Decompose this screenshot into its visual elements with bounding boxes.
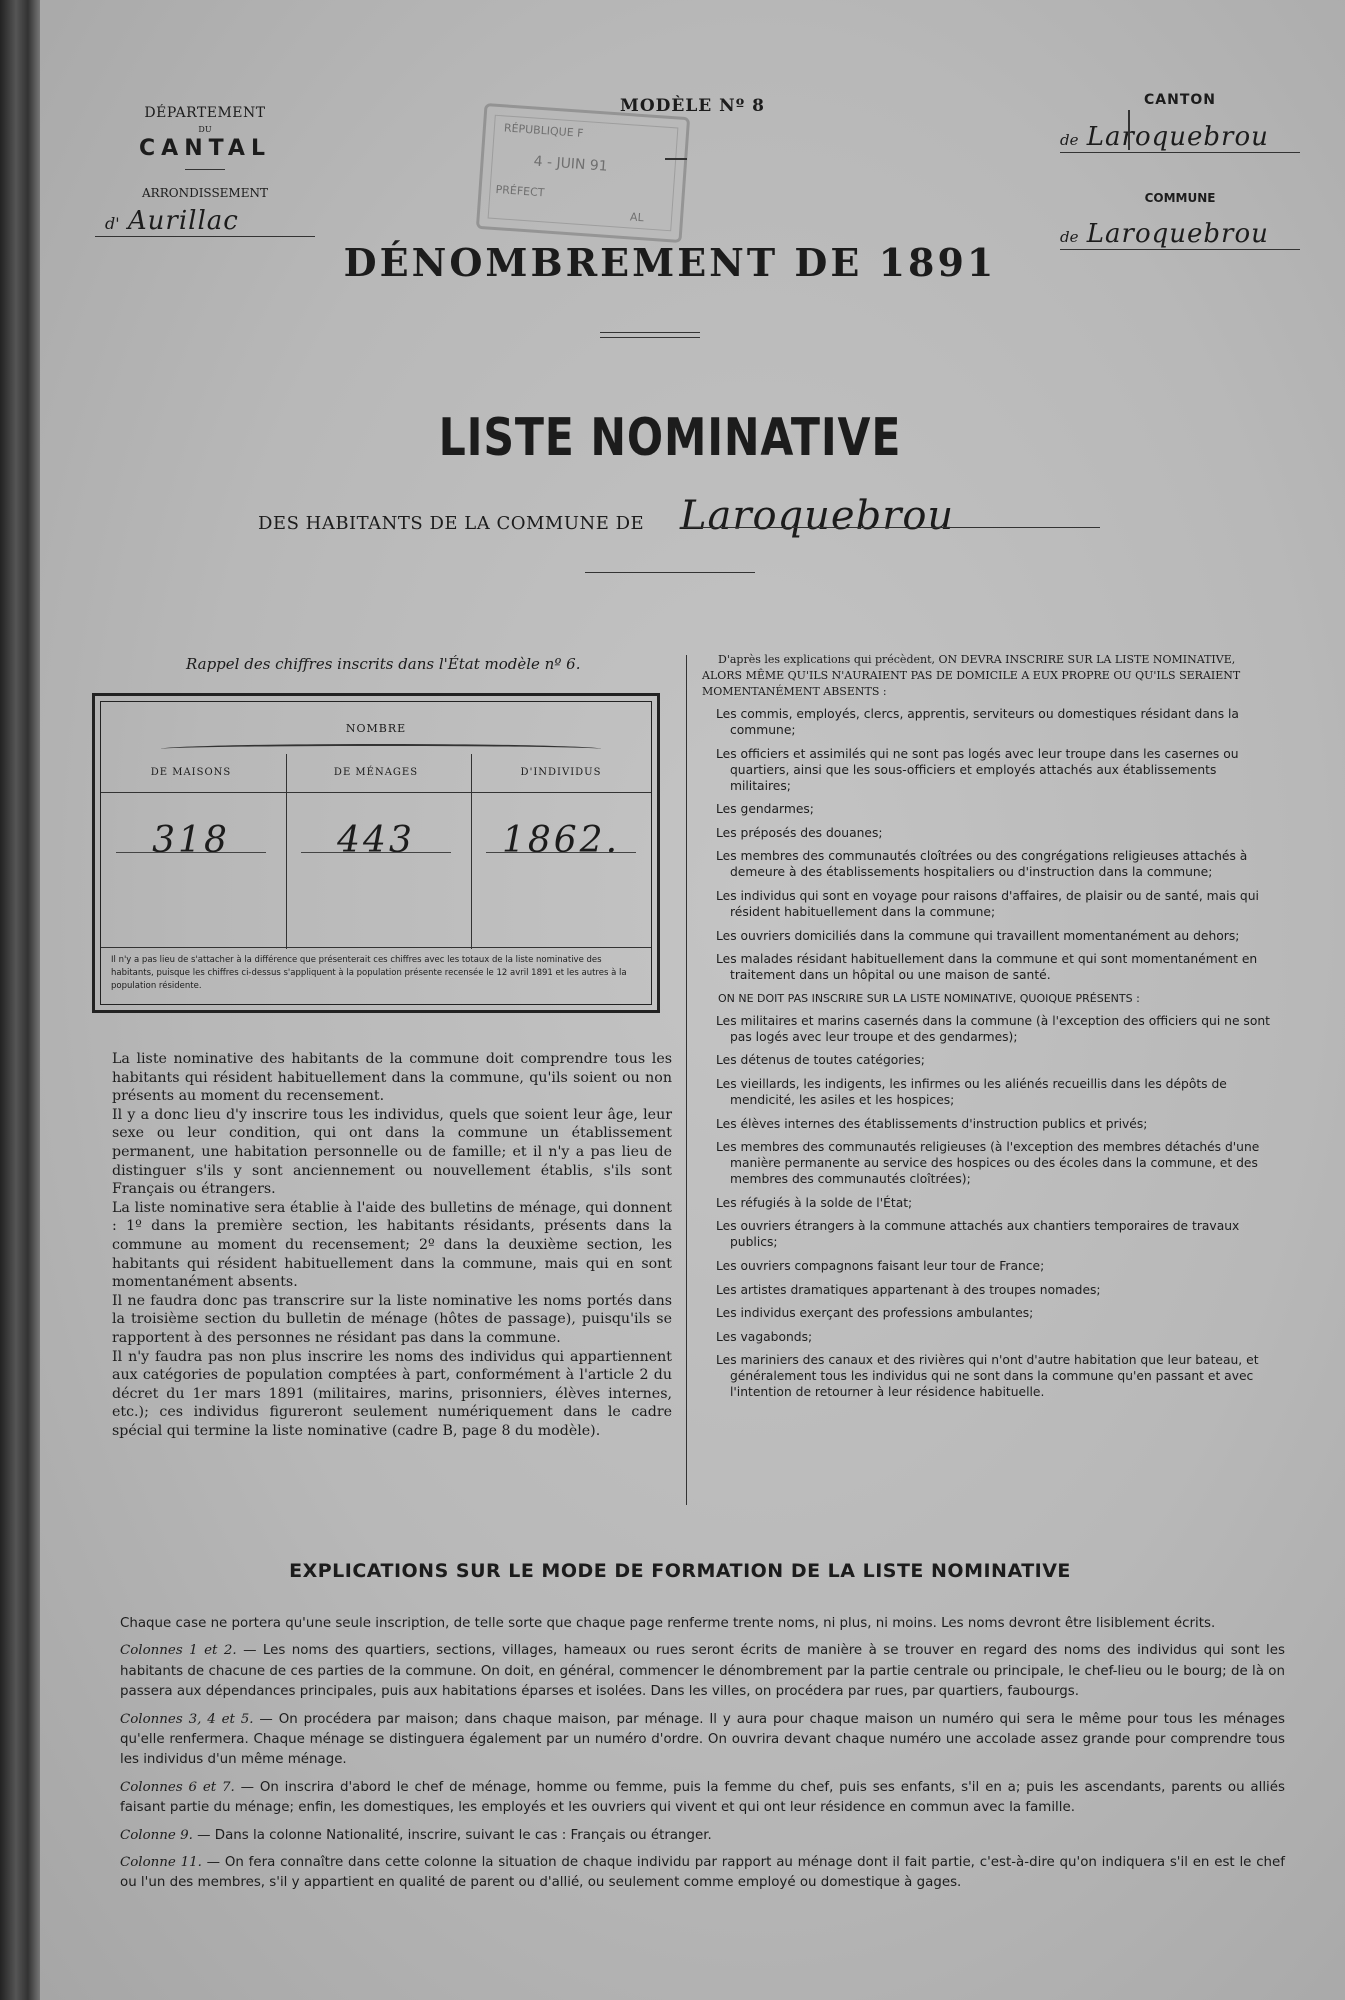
exclus-item: Les ouvriers compagnons faisant leur tour de France; [716,1258,1045,1273]
departement-block [95,105,315,237]
habitants-label: DES HABITANTS DE LA COMMUNE DE [258,513,645,534]
explication-label: Colonne 9. [120,1827,193,1843]
row-separator [101,792,651,793]
explication-text: — Dans la colonne Nationalité, inscrire, suivant le cas : Français ou étranger. [192,1827,712,1843]
left-paragraph: Il n'y faudra pas non plus inscrire les noms des individus qui appartiennent aux catégories de population comptées à part, conformément à l'article 2 du décret du 1er mars 1891 (militaires, marins, prisonniers, élèves internes, etc.); ces individus figureront seulement numériquement dans le cadre spécial qui termine la liste nominative (cadre B, page 8 du modèle). [112,1348,672,1439]
exclus-item: Les membres des communautés religieuses (à l'exception des membres détachés d'une manière permanente au service des hospices ou des écoles dans la commune, et des membres des communautés cloîtrées); [716,1140,1260,1187]
inclus-item: Les membres des communautés cloîtrées ou des congrégations religieuses attachés à demeure à des établissements hospitaliers ou d'instruction dans la commune; [716,849,1248,880]
explication-label: Colonnes 3, 4 et 5. [120,1711,254,1727]
right-instructions [702,652,1278,1408]
arrondissement-prefix: d' [105,214,120,233]
inclus-item: Les préposés des douanes; [716,825,883,840]
stamp-line3: PRÉFECT [495,182,545,200]
explication-text: — Les noms des quartiers, sections, villages, hameaux ou rues seront écrits de manière à se trouver en regard des noms des individus qui sont les habitants de chacune de ces parties de la commune. On doit, en général, commencer le dénombrement par la partie centrale ou principale, le chef-lieu ou le bourg; de là on passera aux dépendances principales, puis aux habitations éparses et isolées. Dans les villes, on procédera par rues, par quartiers, faubourgs. [120,1643,1285,1700]
inclus-item: Les officiers et assimilés qui ne sont pas logés avec leur troupe dans les casernes ou quartiers, ainsi que les sous-officiers et employés attachés aux établissements militaires; [716,746,1239,793]
exclus-item: Les artistes dramatiques appartenant à des troupes nomades; [716,1282,1101,1297]
exclus-item: Les ouvriers étrangers à la commune attachés aux chantiers temporaires de travaux publics; [716,1219,1240,1250]
left-paragraph: Il y a donc lieu d'y inscrire tous les individus, quels que soient leur âge, leur sexe ou leur condition, qui ont dans la commune un établissement permanent, une habitation personnelle ou de famille; et il n'y a pas lieu de distinguer s'ils y sont anciennement ou nouvellement établis, s'ils sont Français ou étrangers. [112,1106,672,1198]
left-paragraph: Il ne faudra donc pas transcrire sur la liste nominative les noms portés dans la troisième section du bulletin de ménage (hôtes de passage), puisqu'ils se rapportent à des personnes ne résidant pas dans la commune. [112,1292,672,1346]
exclus-item: Les détenus de toutes catégories; [716,1053,925,1068]
canton-prefix: de [1060,131,1079,149]
table-header-nombre: NOMBRE [345,722,407,735]
canton-tick [1128,110,1130,150]
habitants-row [258,493,1108,539]
habitants-underline [680,527,1100,528]
canton-row [1060,122,1300,153]
book-binding [0,0,40,2000]
inclus-item: Les malades résidant habituellement dans la commune et qui sont momentanément en traitement dans un hôpital ou une maison de santé. [716,952,1258,983]
departement-name: CANTAL [139,136,271,161]
exclus-item: Les élèves internes des établissements d'instruction publics et privés; [716,1116,1148,1131]
table-header-swash [161,744,601,754]
commune-row [1060,219,1300,250]
inclus-item: Les commis, employés, clercs, apprentis, serviteurs ou domestiques résidant dans la commune; [716,707,1239,737]
column-divider [686,655,687,1505]
explication-label: Colonne 11. [120,1855,202,1871]
inclus-item: Les gendarmes; [716,802,814,817]
arrondissement-name: Aurillac [127,206,239,236]
explication-label: Colonnes 6 et 7. [120,1779,235,1795]
stamp-line4: AL [629,210,645,225]
rappel-table [92,693,660,1013]
cell-underline [301,852,451,853]
exclus-item: Les mariniers des canaux et des rivières qui n'ont d'autre habitation que leur bateau, et généralement tous les individus qui ne sont dans la commune qu'en passant et avec l'intention de retourner à leur résidence habituelle. [716,1353,1259,1400]
liste-nominative-title: LISTE NOMINATIVE [438,408,902,468]
denombrement-title: DÉNOMBREMENT DE 1891 [343,240,997,285]
exclus-item: Les militaires et marins casernés dans la commune (à l'exception des officiers qui ne sont pas logés avec leur troupe et des gendarmes); [716,1013,1270,1044]
explication-item [120,1853,1285,1894]
inclus-item: Les individus qui sont en voyage pour raisons d'affaires, de plaisir ou de santé, mais qui résident habituellement dans la commune; [716,888,1259,919]
canton-name: Laroquebrou [1086,122,1269,152]
double-rule [600,332,700,338]
left-instructions [112,1050,672,1440]
canton-block [1060,92,1300,250]
arrondissement-row [95,206,315,237]
departement-du: DU [198,125,212,134]
explication-text: — On procédera par maison; dans chaque maison, par ménage. Il y aura pour chaque maison un numéro qui sera le même pour tous les ménages qu'elle renfermera. Chaque ménage se distinguera également par un numéro d'ordre. On ouvrira devant chaque numéro une accolade assez grande pour comprendre tous les individus d'un même ménage. [120,1711,1285,1768]
explication-item [120,1641,1285,1702]
explication-item [120,1778,1285,1819]
col-header-maisons: DE MAISONS [150,767,232,778]
explication-label: Colonnes 1 et 2. [120,1643,237,1659]
prefecture-stamp [476,103,690,243]
explication-text: — On inscrira d'abord le chef de ménage, homme ou femme, puis la femme du chef, puis ses enfants, s'il en a; puis les ascendants, parents ou alliés faisant partie du ménage; enfin, les domestiques, les employés et les ouvriers qui vivent et qui ont leur résidence en commun avec la famille. [120,1779,1285,1816]
commune-name: Laroquebrou [1086,219,1269,249]
habitants-commune-name: Laroquebrou [679,493,955,539]
commune-prefix: de [1060,228,1079,246]
explication-item [120,1826,1285,1846]
cell-maisons: 318 [152,820,230,861]
stamp-line1: RÉPUBLIQUE F [503,121,584,140]
row-separator [101,947,651,948]
arrondissement-label: ARRONDISSEMENT [142,186,268,200]
left-paragraph: La liste nominative sera établie à l'aide des bulletins de ménage, qui donnent : 1º dans la première section, les habitants résidants, présents dans la commune au moment du recensement; 2º dans la deuxième section, les habitants qui résident habituellement dans la commune, mais qui en sont momentanément absents. [112,1199,672,1291]
departement-label: DÉPARTEMENT [144,105,266,121]
canton-label: CANTON [1144,92,1216,108]
cell-menages: 443 [337,820,415,861]
title-rule [585,572,755,573]
inclus-intro: D'après les explications qui précèdent, ON DEVRA INSCRIRE SUR LA LISTE NOMINATIVE, ALORS MÊME QU'ILS N'AURAIENT PAS DE DOMICILE A EUX PROPRE OU QU'ILS SERAIENT MOMENTANÉMENT ABSENTS : [702,653,1241,698]
exclus-item: Les réfugiés à la solde de l'État; [716,1195,913,1210]
rappel-table-inner [100,701,652,1005]
commune-label: COMMUNE [1144,191,1216,205]
exclus-item: Les vagabonds; [716,1329,813,1344]
left-paragraph: La liste nominative des habitants de la commune doit comprendre tous les habitants qui résident habituellement dans la commune, qu'ils soient ou non présents au moment du recensement. [112,1051,672,1105]
departement-rule [185,169,225,170]
explications-body [120,1614,1285,1901]
explications-title: EXPLICATIONS SUR LE MODE DE FORMATION DE LA LISTE NOMINATIVE [289,1560,1071,1582]
cell-underline [486,852,636,853]
table-note: Il n'y a pas lieu de s'attacher à la différence que présenterait ces chiffres avec les totaux de la liste nominative des habitants, puisque les chiffres ci-dessus s'appliquent à la population présente recensée le 12 avril 1891 et les autres à la population résidente. [111,955,627,991]
col-header-menages: DE MÉNAGES [333,767,419,778]
cell-underline [116,852,266,853]
stamp-dash [665,158,687,160]
explication-text: — On fera connaître dans cette colonne la situation de chaque individu par rapport au ménage dont il fait partie, c'est-à-dire qu'on indiquera s'il en est le chef ou l'un des membres, s'il y appartient en qualité de parent ou d'allié, ou seulement comme employé ou domestique à gages. [120,1855,1285,1891]
exclus-item: Les individus exerçant des professions ambulantes; [716,1306,1034,1321]
col-header-individus: D'INDIVIDUS [520,767,602,778]
rappel-caption: Rappel des chiffres inscrits dans l'État modèle nº 6. [186,655,581,673]
explication-item [120,1710,1285,1771]
exclus-item: Les vieillards, les indigents, les infirmes ou les aliénés recueillis dans les dépôts de mendicité, les asiles et les hospices; [716,1076,1227,1107]
exclus-heading: ON NE DOIT PAS INSCRIRE SUR LA LISTE NOMINATIVE, QUOIQUE PRÉSENTS : [718,991,1140,1005]
stamp-line2: 4 - JUIN 91 [533,153,609,175]
explications-intro: Chaque case ne portera qu'une seule inscription, de telle sorte que chaque page renferme trente noms, ni plus, ni moins. Les noms devront être lisiblement écrits. [120,1616,1216,1631]
cell-individus: 1862. [501,820,621,861]
inclus-item: Les ouvriers domiciliés dans la commune qui travaillent momentanément au dehors; [716,928,1240,943]
modele-number: MODÈLE Nº 8 [620,96,765,116]
